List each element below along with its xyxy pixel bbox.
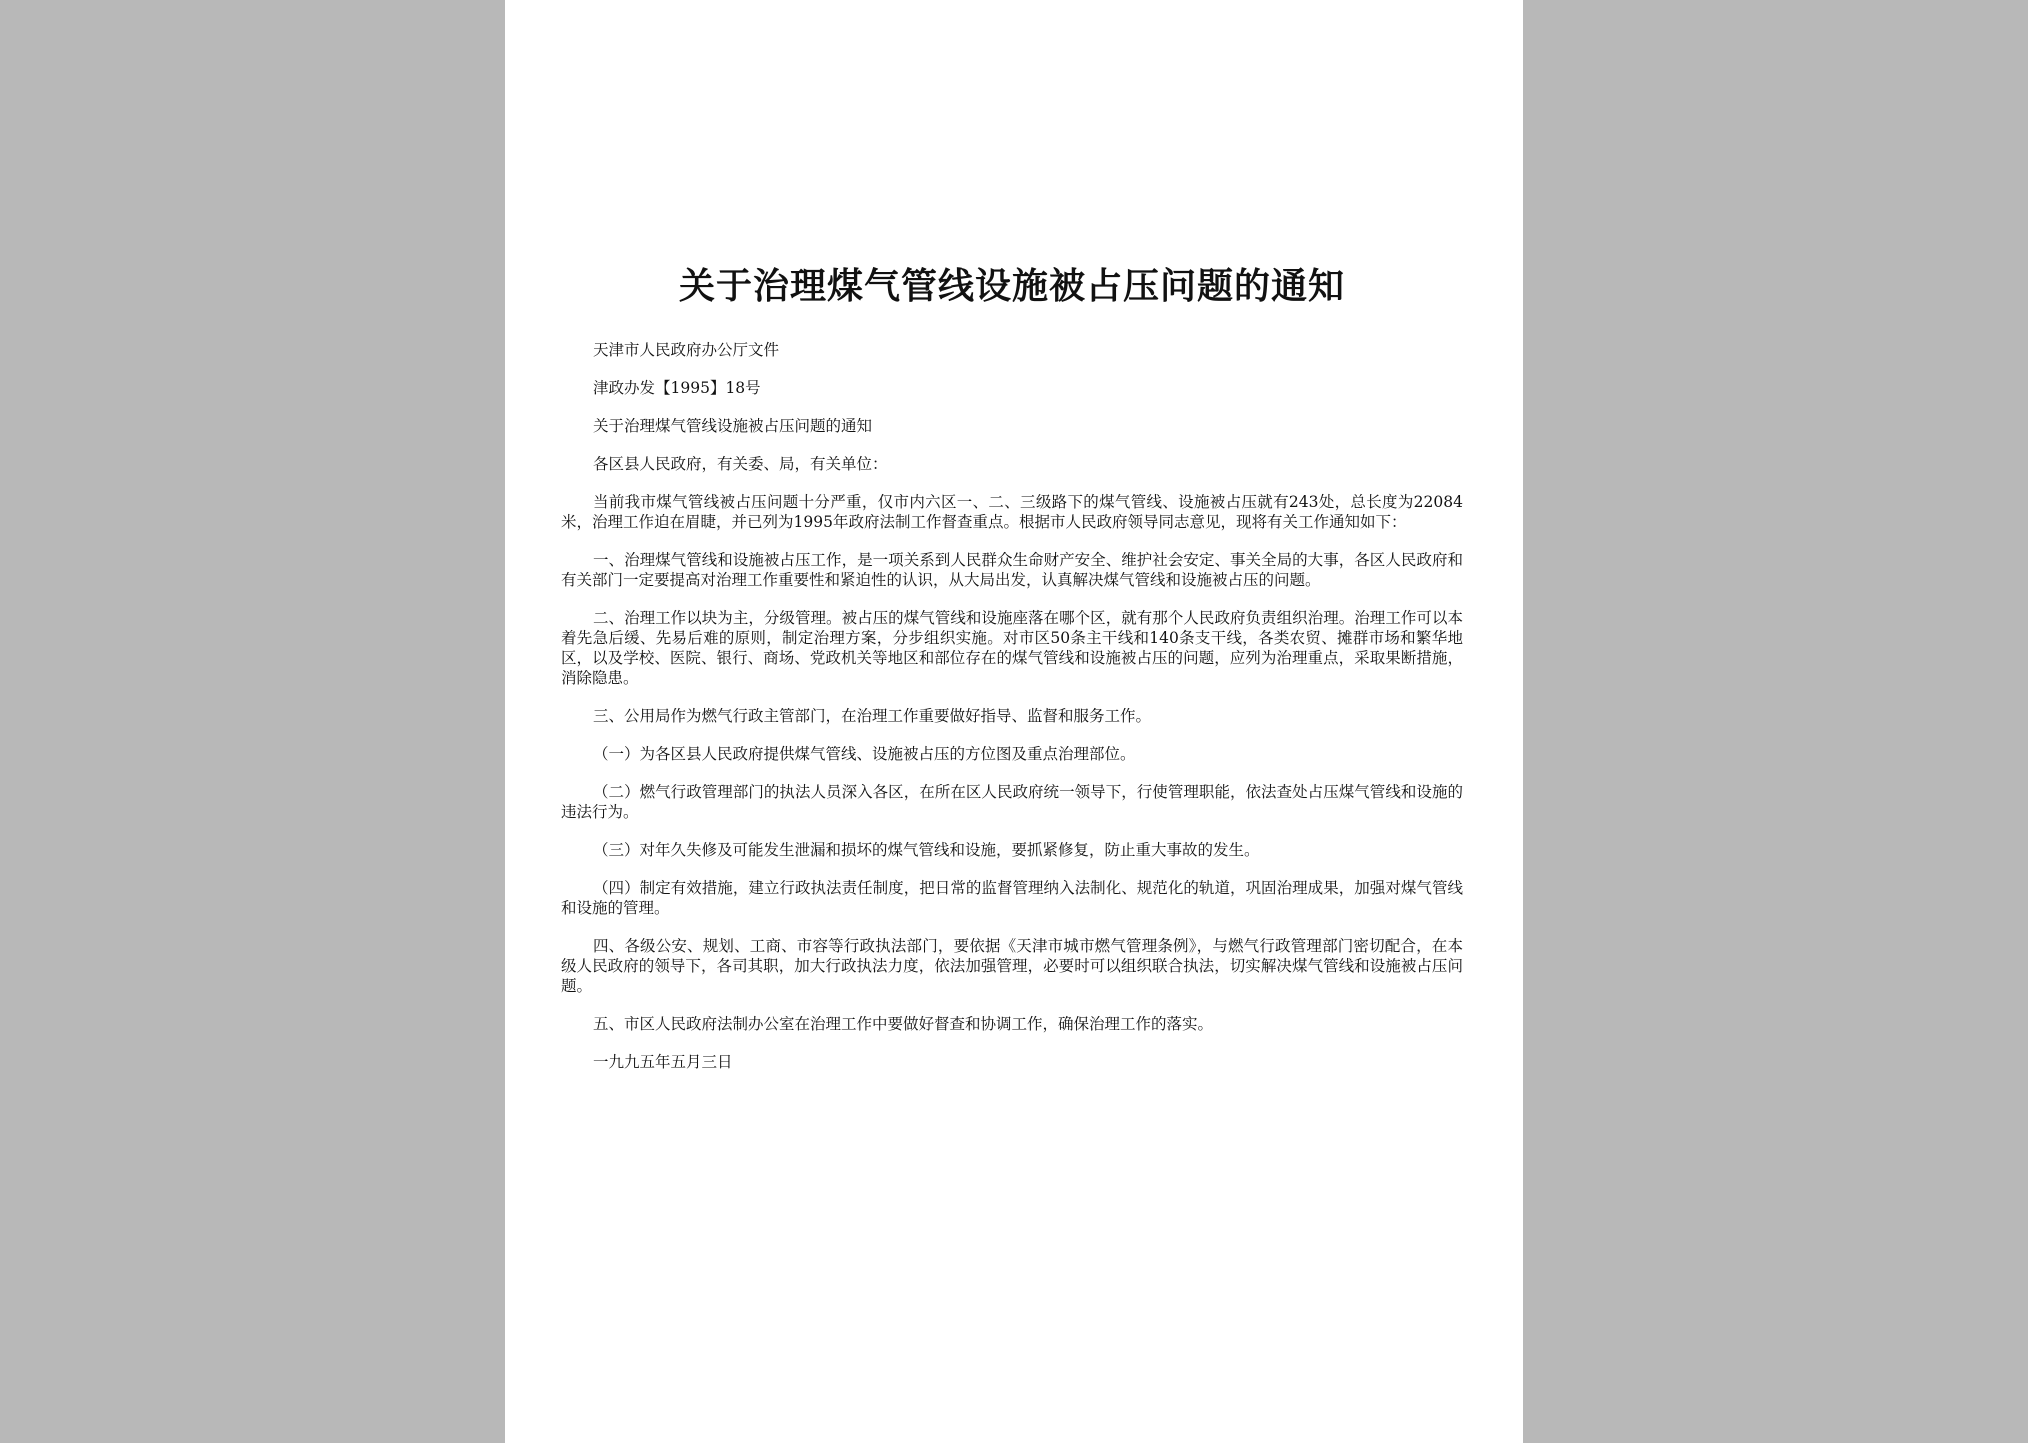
paragraph-item-2: 二、治理工作以块为主，分级管理。被占压的煤气管线和设施座落在哪个区，就有那个人民政府负责组织治理。治理工作可以本着先急后缓、先易后难的原则，制定治理方案，分步组织实施。对市区50条主干线和140条支干线，各类农贸、摊群市场和繁华地区，以及学校、医院、银行、商场、党政机关等地区和部位存在的煤气管线和设施被占压的问题，应列为治理重点，采取果断措施，消除隐患。 (561, 609, 1463, 687)
paragraph-sub-1: （一）为各区县人民政府提供煤气管线、设施被占压的方位图及重点治理部位。 (593, 745, 1136, 763)
paragraph-item-4: 四、各级公安、规划、工商、市容等行政执法部门，要依据《天津市城市燃气管理条例》，与燃气行政管理部门密切配合，在本级人民政府的领导下，各司其职，加大行政执法力度，依法加强管理，必要时可以组织联合执法，切实解决煤气管线和设施被占压问题。 (561, 937, 1463, 995)
paragraph-item-5: 五、市区人民政府法制办公室在治理工作中要做好督查和协调工作，确保治理工作的落实。 (593, 1015, 1214, 1033)
paragraph-sub-2: （二）燃气行政管理部门的执法人员深入各区，在所在区人民政府统一领导下，行使管理职能，依法查处占压煤气管线和设施的违法行为。 (561, 783, 1463, 821)
paragraph-sub-3: （三）对年久失修及可能发生泄漏和损坏的煤气管线和设施，要抓紧修复，防止重大事故的发生。 (593, 841, 1260, 859)
document-date: 一九九五年五月三日 (593, 1053, 733, 1071)
document-page (505, 0, 1523, 1443)
document-title: 关于治理煤气管线设施被占压问题的通知 (678, 265, 1345, 307)
paragraph-item-1: 一、治理煤气管线和设施被占压工作，是一项关系到人民群众生命财产安全、维护社会安定、事关全局的大事，各区人民政府和有关部门一定要提高对治理工作重要性和紧迫性的认识，从大局出发，认真解决煤气管线和设施被占压的问题。 (561, 551, 1463, 589)
paragraph-intro: 当前我市煤气管线被占压问题十分严重，仅市内六区一、二、三级路下的煤气管线、设施被占压就有243处，总长度为22084米，治理工作迫在眉睫，并已列为1995年政府法制工作督查重点。根据市人民政府领导同志意见，现将有关工作通知如下： (561, 493, 1463, 531)
issuer-line: 天津市人民政府办公厅文件 (593, 341, 780, 359)
salutation: 各区县人民政府，有关委、局，有关单位： (593, 455, 888, 473)
document-number: 津政办发【1995】18号 (593, 379, 761, 397)
paragraph-sub-4: （四）制定有效措施，建立行政执法责任制度，把日常的监督管理纳入法制化、规范化的轨道，巩固治理成果，加强对煤气管线和设施的管理。 (561, 879, 1463, 917)
paragraph-item-3: 三、公用局作为燃气行政主管部门，在治理工作重要做好指导、监督和服务工作。 (593, 707, 1152, 725)
document-subtitle: 关于治理煤气管线设施被占压问题的通知 (593, 417, 873, 435)
